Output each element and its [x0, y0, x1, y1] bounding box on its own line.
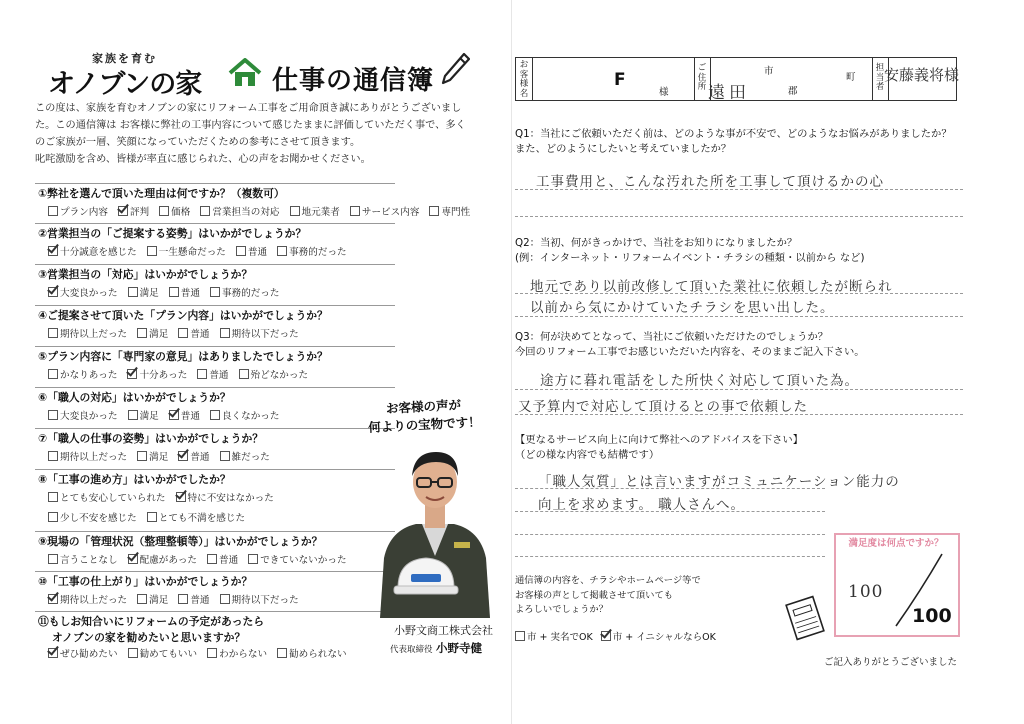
option[interactable] — [48, 510, 137, 524]
question-divider — [35, 223, 395, 224]
option-label: サービス内容 — [361, 207, 420, 218]
option[interactable] — [159, 204, 190, 218]
intro-line: のご家族が一層、笑顔になっていただくための参考にさせて頂きます。 — [35, 137, 361, 148]
page-fold — [511, 0, 512, 724]
option[interactable] — [220, 326, 299, 340]
checkbox[interactable] — [290, 206, 300, 216]
option-label: 地元業者 — [301, 207, 340, 218]
customer-honorific: 様 — [659, 87, 669, 98]
option-label: 普通 — [180, 288, 200, 299]
label-address: ご住所 — [697, 63, 707, 92]
advice-text — [515, 433, 803, 463]
question-divider — [35, 264, 395, 265]
option-label: 普通 — [190, 329, 210, 340]
question-divider — [35, 346, 395, 347]
option[interactable] — [178, 326, 209, 340]
option-label: 普通 — [190, 595, 210, 606]
option-label: 満足 — [149, 595, 169, 606]
question-title: ⑥「職人の対応」はいかがでしょうか？ — [38, 391, 231, 404]
answer-line — [515, 414, 963, 415]
checkbox[interactable] — [178, 328, 188, 338]
option-label: ぜひ勧めたい — [60, 649, 118, 660]
option[interactable] — [48, 244, 137, 258]
option[interactable] — [169, 408, 200, 422]
consent-line: 通信簿の内容を、チラシやホームページ等で — [515, 575, 701, 586]
option[interactable] — [48, 490, 166, 504]
option[interactable] — [48, 204, 108, 218]
option-row — [48, 490, 284, 504]
option-row — [48, 552, 357, 566]
pencil-icon — [440, 52, 470, 86]
advice-answer-1: 「職人気質」とは言いますがコミュニケーション能力の — [538, 474, 900, 490]
publish-option[interactable] — [515, 632, 593, 643]
option-row — [48, 367, 318, 381]
option-label: 事務的だった — [221, 288, 280, 299]
notebook-icon — [782, 594, 828, 642]
checkbox[interactable] — [128, 554, 138, 564]
option-label: とても不満を感じた — [158, 513, 246, 524]
q3-answer-2: 又予算内で対応して頂けるとの事で依頼した — [518, 399, 808, 415]
consent-line: よろしいでしょうか？ — [515, 604, 608, 615]
checkbox[interactable] — [48, 369, 58, 379]
option-row — [48, 510, 255, 524]
option-row — [48, 449, 280, 463]
option-label: 専門性 — [441, 207, 471, 218]
option-label: 大変良かった — [60, 288, 118, 299]
option[interactable] — [178, 592, 209, 606]
option-label: 普通 — [209, 370, 229, 381]
option-label: できていないかった — [260, 555, 347, 566]
consent-line: お客様の声として掲載させて頂いても — [515, 589, 674, 601]
q3-line: 今回のリフォーム工事でお感じいただいた内容を、そのままご記入下さい。 — [515, 346, 865, 358]
speech-bubble — [363, 395, 485, 437]
option-label: 十分誠意を感じた — [60, 247, 137, 258]
q3-line: Q3：何が決めてとなって、当社にご依頼いただけたのでしょうか？ — [515, 331, 829, 343]
answer-line — [515, 556, 825, 557]
publish-option-label: 市 + イニシャルならOK — [612, 632, 716, 643]
checkbox[interactable] — [147, 246, 157, 256]
option[interactable] — [127, 367, 187, 381]
option-label: 大変良かった — [60, 411, 118, 422]
address-town-label: 町 — [846, 72, 856, 83]
question-title: ⑨現場の「管理状況（整理整頓等）」はいかがでしょうか？ — [38, 535, 323, 548]
score-label: 満足度は何点ですか？ — [848, 538, 944, 549]
option-row — [48, 326, 309, 340]
question-divider — [35, 305, 395, 306]
option[interactable] — [48, 408, 118, 422]
option-label: 特に不安はなかった — [187, 493, 274, 504]
checkbox[interactable] — [200, 206, 210, 216]
option[interactable] — [128, 285, 159, 299]
advice-answer-2: 向上を求めます。 職人さんへ。 — [538, 497, 745, 513]
option-label: 十分あった — [139, 370, 188, 381]
publish-option[interactable] — [601, 632, 716, 643]
option-label: 勧められない — [289, 649, 347, 660]
checkbox[interactable] — [239, 369, 249, 379]
option-row — [48, 592, 309, 606]
option[interactable] — [220, 449, 270, 463]
option-label: 良くなかった — [221, 411, 280, 422]
option-label: 雑だった — [231, 452, 270, 463]
option-label: 期待以上だった — [60, 452, 128, 463]
question-divider — [35, 428, 395, 429]
option-label: 一生懸命だった — [158, 247, 226, 258]
staff-handwritten: 安藤義将様 — [884, 66, 960, 84]
question-title: ②営業担当の「ご提案する姿勢」はいかがでしょうか？ — [38, 227, 307, 240]
option[interactable] — [48, 285, 118, 299]
checkbox[interactable] — [197, 369, 207, 379]
answer-line — [515, 316, 963, 317]
checkbox[interactable] — [48, 594, 58, 604]
checkbox[interactable] — [178, 594, 188, 604]
publish-options — [515, 629, 724, 643]
address-handwritten: 遠田 — [708, 83, 750, 103]
company-name: 小野文商工株式会社 — [394, 624, 493, 637]
checkbox[interactable] — [127, 369, 137, 379]
answer-line — [515, 189, 963, 190]
checkbox[interactable] — [137, 328, 147, 338]
label-cell — [516, 58, 533, 100]
option-label: 少し不安を感じた — [60, 513, 137, 524]
option[interactable] — [147, 510, 245, 524]
checkbox[interactable] — [236, 246, 246, 256]
checkbox[interactable] — [601, 631, 611, 641]
question-title: ⑧「工事の進め方」はいかがでしたか？ — [38, 473, 231, 486]
option-row — [48, 408, 290, 422]
option-label: 評判 — [129, 207, 150, 218]
option[interactable] — [210, 408, 280, 422]
bubble-line: 何よりの宝物です！ — [367, 414, 482, 435]
option[interactable] — [128, 646, 198, 660]
option-label: 満足 — [139, 411, 159, 422]
option[interactable] — [248, 552, 346, 566]
checkbox[interactable] — [48, 451, 58, 461]
checkbox[interactable] — [128, 648, 138, 658]
q2-text — [515, 236, 864, 266]
checkbox[interactable] — [277, 648, 287, 658]
checkbox[interactable] — [48, 246, 58, 256]
brand-logo-text: オノブンの家 — [48, 69, 202, 100]
score-handwritten: 100 — [848, 582, 884, 602]
option[interactable] — [239, 367, 309, 381]
question-divider — [35, 571, 395, 572]
option[interactable] — [128, 552, 197, 566]
checkbox[interactable] — [48, 512, 58, 522]
q1-line: また、どのようにしたいと考えていましたか？ — [515, 143, 732, 155]
option-label: 普通 — [190, 452, 210, 463]
checkbox[interactable] — [128, 410, 138, 420]
option-row — [48, 244, 357, 258]
answer-line — [515, 216, 963, 217]
q2-line: (例：インターネット・リフォームイベント・チラシの種類・以前から など) — [515, 252, 865, 264]
option[interactable] — [176, 490, 274, 504]
checkbox[interactable] — [48, 287, 58, 297]
option[interactable] — [48, 367, 117, 381]
checkbox[interactable] — [118, 206, 128, 216]
q3-text — [515, 330, 865, 360]
checkbox[interactable] — [515, 631, 525, 641]
q2-line: Q2：当初、何がきっかけで、当社をお知りになりましたか？ — [515, 237, 798, 249]
question-title: ③営業担当の「対応」はいかがでしょうか？ — [38, 268, 253, 281]
answer-line — [515, 389, 963, 390]
checkbox[interactable] — [48, 410, 58, 420]
option-label: 満足 — [149, 452, 169, 463]
option-label: 期待以上だった — [60, 595, 128, 606]
option[interactable] — [48, 646, 118, 660]
checkbox[interactable] — [429, 206, 439, 216]
question-title: オノブンの家を勧めたいと思いますか？ — [52, 631, 246, 644]
intro-line: この度は、家族を育むオノブンの家にリフォーム工事をご用命頂き誠にありがとうございまし — [35, 103, 462, 114]
q1-answer: 工事費用と、こんな汚れた所を工事して頂けるかの心 — [536, 174, 884, 190]
question-divider — [35, 183, 395, 184]
question-title: ①弊社を選んで頂いた理由は何ですか？（複数可） — [38, 187, 285, 200]
option[interactable] — [290, 204, 340, 218]
checkbox[interactable] — [220, 594, 230, 604]
option[interactable] — [207, 646, 267, 660]
q2-answer-2: 以前から気にかけていたチラシを思い出した。 — [530, 300, 835, 316]
answer-line — [515, 511, 825, 512]
option-label: 価格 — [171, 207, 191, 218]
checkbox[interactable] — [248, 554, 258, 564]
option-label: 満足 — [139, 288, 159, 299]
option[interactable] — [178, 449, 209, 463]
checkbox[interactable] — [210, 287, 220, 297]
checkbox[interactable] — [210, 410, 220, 420]
checkbox[interactable] — [207, 554, 217, 564]
option-label: とても安心していられた — [60, 493, 166, 504]
intro-line: 叱咤激励を含め、皆様が率直に感じられた、心の声をお聞かせください。 — [35, 154, 371, 165]
option-row — [48, 646, 357, 660]
option[interactable] — [118, 204, 149, 218]
thanks-text: ご記入ありがとうございました — [824, 657, 958, 668]
option[interactable] — [48, 552, 118, 566]
option[interactable] — [236, 244, 267, 258]
publish-option-label: 市 + 実名でOK — [527, 632, 593, 643]
option-label: かなりあった — [60, 370, 118, 381]
answer-line — [515, 488, 825, 489]
checkbox[interactable] — [220, 328, 230, 338]
option-label: 期待以下だった — [231, 329, 299, 340]
publish-consent-text — [515, 574, 735, 618]
option[interactable] — [277, 244, 347, 258]
answer-line — [515, 293, 963, 294]
advice-line: 【更なるサービス向上に向けて弊社へのアドバイスを下さい】 — [515, 434, 804, 446]
option-row — [48, 204, 480, 218]
option[interactable] — [137, 592, 168, 606]
option-label: 普通 — [180, 411, 200, 422]
q2-answer-1: 地元であり以前改修して頂いた業社に依頼したが断られ — [530, 279, 893, 295]
option[interactable] — [207, 552, 238, 566]
question-title: ④ご提案させて頂いた「プラン内容」はいかがでしょうか？ — [38, 309, 328, 322]
option-label: 言うことなし — [60, 555, 118, 566]
checkbox[interactable] — [176, 492, 186, 502]
question-title: ⑩「工事の仕上がり」はいかがでしょうか？ — [38, 575, 253, 588]
checkbox[interactable] — [220, 451, 230, 461]
option[interactable] — [169, 285, 200, 299]
checkbox[interactable] — [128, 287, 138, 297]
checkbox[interactable] — [48, 492, 58, 502]
option-label: 事務的だった — [289, 247, 347, 258]
question-title: ⑦「職人の仕事の姿勢」はいかがでしょうか？ — [38, 432, 264, 445]
address-city-label: 市 — [764, 66, 774, 77]
option[interactable] — [48, 449, 127, 463]
option-label: 満足 — [149, 329, 169, 340]
question-divider — [35, 387, 395, 388]
bubble-line: お客様の声が — [385, 397, 462, 416]
option[interactable] — [48, 326, 127, 340]
option-label: わからない — [219, 649, 268, 660]
page-title: 仕事の通信簿 — [272, 66, 435, 96]
option[interactable] — [210, 285, 280, 299]
checkbox[interactable] — [178, 451, 188, 461]
question-title: ⑤プラン内容に「専門家の意見」はありましたでしょうか？ — [38, 350, 328, 363]
option[interactable] — [137, 449, 168, 463]
checkbox[interactable] — [48, 206, 58, 216]
checkbox[interactable] — [147, 512, 157, 522]
option[interactable] — [197, 367, 228, 381]
q1-line: Q1：当社にご依頼いただく前は、どのような事が不安で、どのようなお悩みがありましたか？ — [515, 128, 952, 140]
option-label: プラン内容 — [60, 207, 108, 218]
option-label: 殆どなかった — [250, 370, 309, 381]
address-county-label: 郡 — [788, 86, 798, 97]
option-label: 普通 — [219, 555, 239, 566]
option-label: 期待以上だった — [60, 329, 128, 340]
brand-tagline: 家族を育む — [92, 52, 157, 65]
checkbox[interactable] — [277, 246, 287, 256]
option[interactable] — [350, 204, 420, 218]
customer-name: F — [614, 70, 626, 90]
intro-text — [35, 100, 505, 168]
option-label: 期待以下だった — [231, 595, 299, 606]
answer-line — [515, 534, 825, 535]
option-label: 営業担当の対応 — [212, 207, 280, 218]
q1-text — [515, 127, 952, 157]
house-icon — [228, 58, 262, 88]
option-row — [48, 285, 290, 299]
option[interactable] — [48, 592, 127, 606]
checkbox[interactable] — [137, 594, 147, 604]
checkbox[interactable] — [169, 410, 179, 420]
option[interactable] — [128, 408, 159, 422]
ceo-name: 小野寺健 — [436, 641, 482, 655]
checkbox[interactable] — [207, 648, 217, 658]
option[interactable] — [429, 204, 470, 218]
checkbox[interactable] — [137, 451, 147, 461]
option[interactable] — [137, 326, 168, 340]
advice-line: （どの様な内容でも結構です） — [515, 449, 660, 461]
checkbox[interactable] — [159, 206, 169, 216]
question-title: ⑪もしお知合いにリフォームの予定があったら — [38, 615, 265, 628]
question-divider — [35, 469, 395, 470]
ceo-role: 代表取締役 — [390, 645, 433, 655]
checkbox[interactable] — [350, 206, 360, 216]
option[interactable] — [200, 204, 279, 218]
score-max: 100 — [912, 605, 952, 627]
option[interactable] — [220, 592, 299, 606]
q3-answer-1: 途方に暮れ電話をした所快く対応して頂いた為。 — [540, 373, 859, 389]
option-label: 普通 — [247, 247, 268, 258]
checkbox[interactable] — [48, 648, 58, 658]
ceo-photo — [376, 438, 494, 618]
option-label: 配慮があった — [139, 555, 198, 566]
option-label: 勧めてもいい — [139, 649, 198, 660]
checkbox[interactable] — [169, 287, 179, 297]
label-customer-name: お客様名 — [519, 60, 529, 99]
question-divider — [35, 611, 395, 612]
intro-line: た。この通信簿は お客様に弊社の工事内容について感じたままに評価していただく事で、多く — [35, 120, 466, 131]
checkbox[interactable] — [48, 554, 58, 564]
label-staff: 担当者 — [875, 63, 885, 92]
checkbox[interactable] — [48, 328, 58, 338]
question-divider — [35, 531, 395, 532]
option[interactable] — [277, 646, 347, 660]
option[interactable] — [147, 244, 226, 258]
